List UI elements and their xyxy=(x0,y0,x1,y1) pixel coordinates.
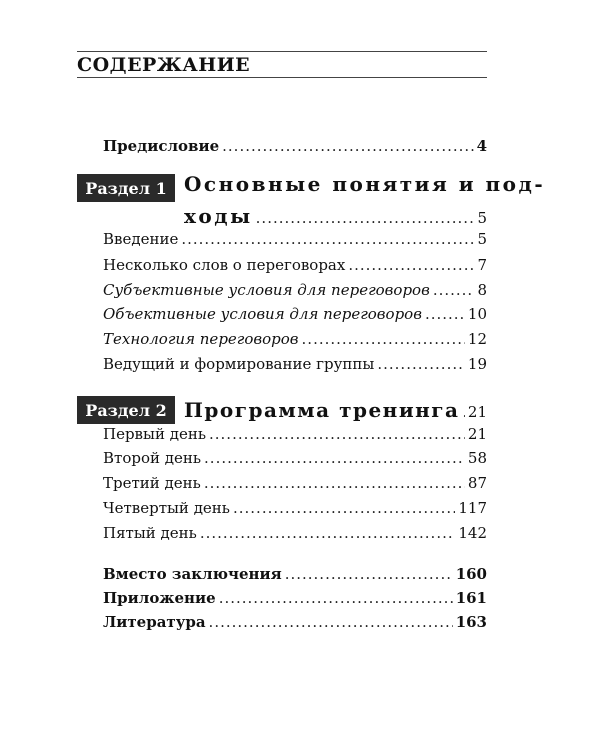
toc-entry-label: Технология переговоров xyxy=(103,330,299,348)
header-rule-top xyxy=(77,51,487,52)
toc-entry-page: 4 xyxy=(476,137,487,155)
leader-dots xyxy=(302,328,465,350)
toc-entry-appendix[interactable] xyxy=(103,587,487,609)
toc-entry-page: 5 xyxy=(477,230,487,248)
leader-dots xyxy=(200,522,456,544)
toc-entry-page: 8 xyxy=(477,281,487,299)
toc-entry-label: Первый день xyxy=(103,425,206,443)
leader-dots xyxy=(222,135,473,157)
toc-entry-intro[interactable] xyxy=(103,228,487,250)
section-1-title-line2: ходы xyxy=(184,204,253,228)
leader-dots xyxy=(209,611,453,633)
toc-entry-label: Литература xyxy=(103,613,206,631)
leader-dots xyxy=(209,423,465,445)
toc-title: СОДЕРЖАНИЕ xyxy=(77,54,251,76)
toc-entry-conclusion[interactable] xyxy=(103,563,487,585)
toc-entry-label: Второй день xyxy=(103,449,202,467)
leader-dots xyxy=(433,279,475,301)
toc-entry-page: 7 xyxy=(477,256,487,274)
toc-entry-day-1[interactable] xyxy=(103,423,487,445)
toc-entry-day-3[interactable] xyxy=(103,472,487,494)
toc-entry-page: 117 xyxy=(458,499,487,517)
toc-entry-page: 87 xyxy=(467,474,487,492)
leader-dots xyxy=(377,353,465,375)
toc-entry-label: Объективные условия для переговоров xyxy=(103,305,422,323)
section-1-page: 5 xyxy=(477,209,487,227)
toc-entry-page: 58 xyxy=(467,449,487,467)
toc-entry-label: Пятый день xyxy=(103,524,197,542)
leader-dots xyxy=(463,398,465,426)
toc-entry-day-2[interactable] xyxy=(103,447,487,469)
toc-entry-page: 163 xyxy=(455,613,487,631)
section-2-title-label: Программа тренинга xyxy=(184,398,460,422)
section-1-title-line1: Основные понятия и под- xyxy=(184,172,546,196)
section-1-title[interactable] xyxy=(184,172,545,196)
toc-entry-objective-conditions[interactable] xyxy=(103,303,487,325)
toc-entry-label: Ведущий и формирование группы xyxy=(103,355,375,373)
toc-entry-label: Вместо заключения xyxy=(103,565,282,583)
toc-entry-label: Четвертый день xyxy=(103,499,230,517)
toc-entry-page: 160 xyxy=(455,565,487,583)
toc-entry-label: Введение xyxy=(103,230,179,248)
header-rule-bottom xyxy=(77,77,487,78)
section-2-title[interactable] xyxy=(184,396,487,424)
toc-entry-label: Субъективные условия для переговоров xyxy=(103,281,430,299)
toc-entry-page: 12 xyxy=(467,330,487,348)
toc-entry-page: 19 xyxy=(467,355,487,373)
toc-entry-subjective-conditions[interactable] xyxy=(103,279,487,301)
toc-entry-negotiation-technology[interactable] xyxy=(103,328,487,350)
toc-entry-day-5[interactable] xyxy=(103,522,487,544)
leader-dots xyxy=(181,228,474,250)
toc-entry-preface[interactable] xyxy=(103,135,487,157)
leader-dots xyxy=(285,563,453,585)
leader-dots xyxy=(204,472,465,494)
leader-dots xyxy=(219,587,453,609)
leader-dots xyxy=(233,497,455,519)
toc-entry-literature[interactable] xyxy=(103,611,487,633)
toc-entry-label: Приложение xyxy=(103,589,216,607)
toc-entry-page: 142 xyxy=(458,524,487,542)
toc-entry-facilitator-group[interactable] xyxy=(103,353,487,375)
toc-entry-day-4[interactable] xyxy=(103,497,487,519)
toc-entry-page: 161 xyxy=(455,589,487,607)
toc-entry-label: Третий день xyxy=(103,474,201,492)
toc-entry-label: Предисловие xyxy=(103,137,220,155)
toc-entry-label: Несколько слов о переговорах xyxy=(103,256,346,274)
toc-entry-words-on-negotiations[interactable] xyxy=(103,254,487,276)
leader-dots xyxy=(348,254,474,276)
section-badge-1: Раздел 1 xyxy=(77,174,175,202)
toc-entry-page: 21 xyxy=(467,425,487,443)
section-1-title-continuation[interactable] xyxy=(184,203,487,229)
section-badge-2: Раздел 2 xyxy=(77,396,175,424)
leader-dots xyxy=(204,447,465,469)
section-2-page: 21 xyxy=(467,403,487,421)
leader-dots xyxy=(425,303,465,325)
toc-entry-page: 10 xyxy=(467,305,487,323)
